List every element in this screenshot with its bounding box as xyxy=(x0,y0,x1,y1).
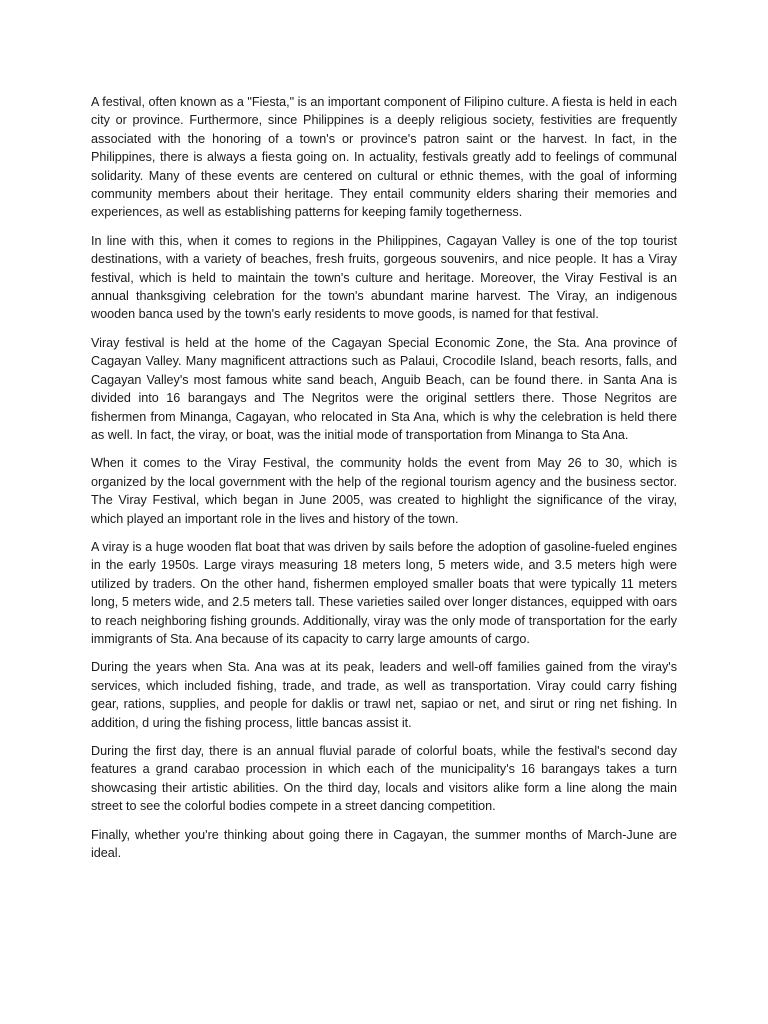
document-body xyxy=(91,93,677,872)
paragraph-viray-services: During the years when Sta. Ana was at its peak, leaders and well-off families gained from the viray's services, which included fishing, trade, and trade, as well as transportation. Viray could carry fishing gear, rations, supplies, and people for daklis or trawl net, sapiao or net, and sirut or ring net fishing. In addition, d uring the fishing process, little bancas assist it. xyxy=(91,660,677,730)
paragraph-sta-ana: Viray festival is held at the home of the Cagayan Special Economic Zone, the Sta. Ana province of Cagayan Valley. Many magnificent attractions such as Palaui, Crocodile Island, beach resorts, falls, and Cagayan Valley's most famous white sand beach, Anguib Beach, can be found there. in Santa Ana is divided into 16 barangays and The Negritos were the original settlers there. Those Negritos are fishermen from Minanga, Cagayan, who relocated in Sta Ana, which is why the celebration is held there as well. In fact, the viray, or boat, was the initial mode of transportation from Minanga to Sta Ana. xyxy=(91,335,677,442)
paragraph-viray-boat: A viray is a huge wooden flat boat that was driven by sails before the adoption of gasoline-fueled engines in the early 1950s. Large virays measuring 18 meters long, 5 meters wide, and 3.5 meters high were utilized by traders. On the other hand, fishermen employed smaller boats that were typically 11 meters long, 5 meters wide, and 2.5 meters tall. These varieties sailed over longer distances, equipped with oars to reach neighboring fishing grounds. Additionally, viray was the only mode of transportation for the early immigrants of Sta. Ana because of its capacity to carry large amounts of cargo. xyxy=(91,539,677,646)
paragraph-festival-dates: When it comes to the Viray Festival, the community holds the event from May 26 to 30, which is organized by the local government with the help of the regional tourism agency and the business sector. The Viray Festival, which began in June 2005, was created to highlight the significance of the viray, which played an important role in the lives and history of the town. xyxy=(91,456,677,526)
paragraph-conclusion: Finally, whether you're thinking about going there in Cagayan, the summer months of March-June are ideal. xyxy=(91,827,677,861)
paragraph-cagayan-valley: In line with this, when it comes to regions in the Philippines, Cagayan Valley is one of the top tourist destinations, with a variety of beaches, fresh fruits, gorgeous souvenirs, and nice people. It has a Viray festival, which is held to maintain the town's culture and heritage. Moreover, the Viray Festival is an annual thanksgiving celebration for the town's abundant marine harvest. The Viray, an indigenous wooden banca used by the town's early residents to move goods, is named for that festival. xyxy=(91,233,677,322)
paragraph-festival-intro: A festival, often known as a "Fiesta," is an important component of Filipino culture. A fiesta is held in each city or province. Furthermore, since Philippines is a deeply religious society, festivities are frequently associated with the honoring of a town's or province's patron saint or the harvest. In fact, in the Philippines, there is always a fiesta going on. In actuality, festivals greatly add to feelings of communal solidarity. Many of these events are centered on cultural or ethnic themes, with the goal of informing community members about their heritage. They entail community elders sharing their memories and experiences, as well as establishing patterns for keeping family togetherness. xyxy=(91,95,677,220)
paragraph-festival-days: During the first day, there is an annual fluvial parade of colorful boats, while the festival's second day features a grand carabao procession in which each of the municipality's 16 barangays takes a turn showcasing their artistic abilities. On the third day, locals and visitors alike form a line along the main street to see the colorful bodies compete in a street dancing competition. xyxy=(91,744,677,814)
